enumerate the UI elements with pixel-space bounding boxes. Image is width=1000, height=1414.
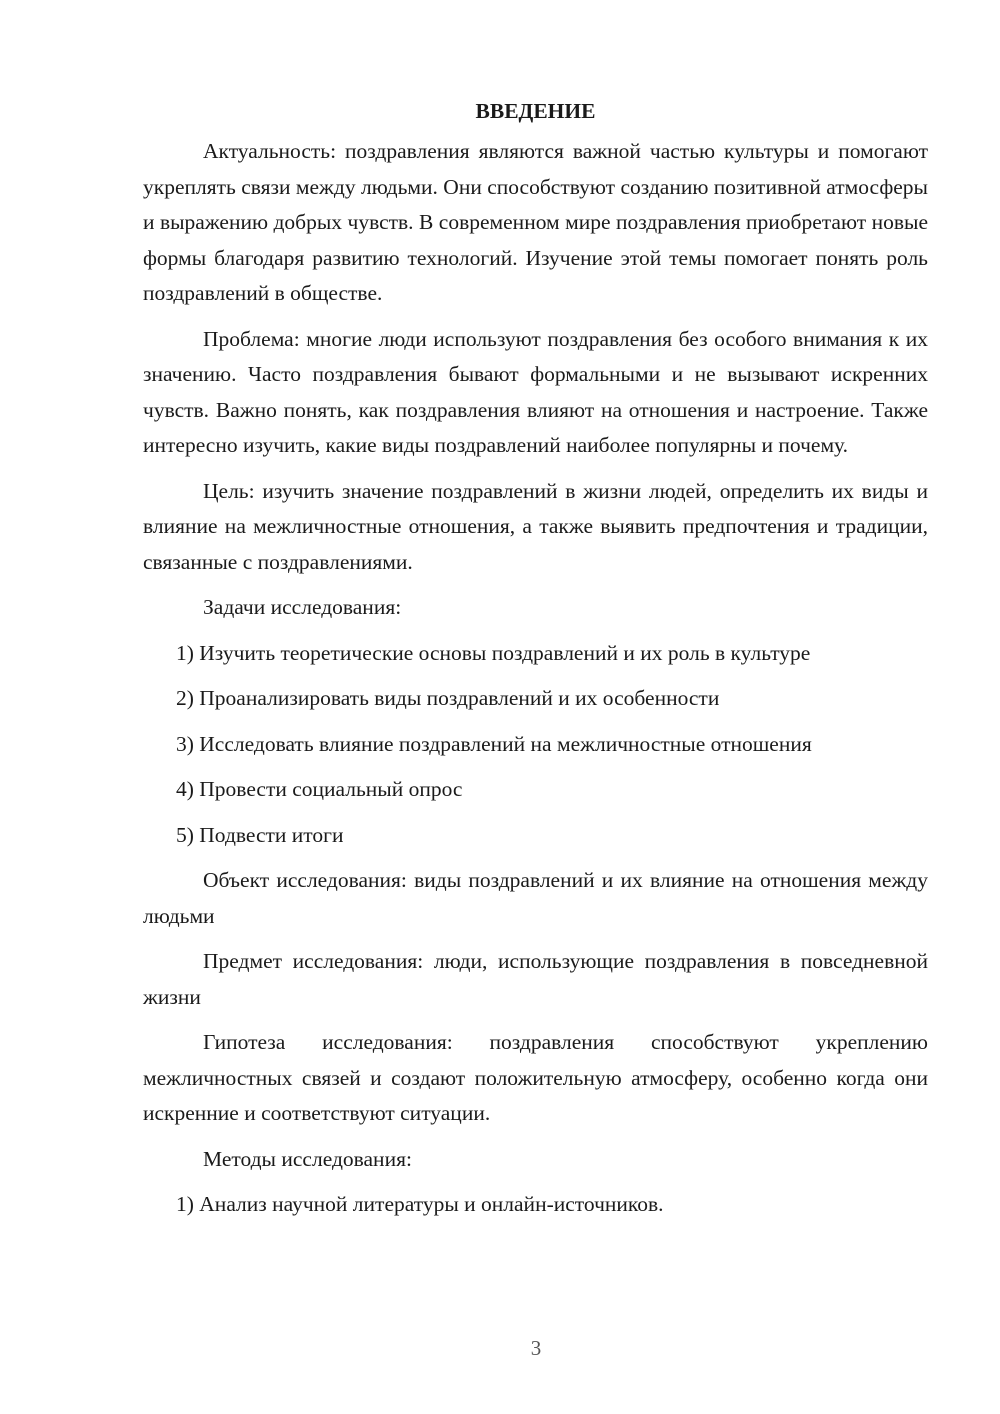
list-item: 1) Изучить теоретические основы поздравлений и их роль в культуре	[176, 640, 811, 665]
paragraph-goal: Цель: изучить значение поздравлений в жизни людей, определить их виды и влияние на межличностные отношения, а также выявить предпочтения и традиции, связанные с поздравлениями.	[143, 478, 928, 574]
tasks-heading: Задачи исследования:	[203, 595, 402, 619]
paragraph-subject: Предмет исследования: люди, использующие поздравления в повседневной жизни	[143, 949, 928, 1009]
paragraph-hypothesis: Гипотеза исследования: поздравления способствуют укреплению межличностных связей и создают положительную атмосферу, особенно когда они искренние и соответствуют ситуации.	[143, 1030, 928, 1125]
list-item: 2) Проанализировать виды поздравлений и их особенности	[176, 686, 720, 710]
paragraph-relevance: Актуальность: поздравления являются важной частью культуры и помогают укреплять связи между людьми. Они способствуют созданию позитивной атмосферы и выражению добрых чувств. В современном мире поздравления приобретают новые формы благодаря развитию технологий. Изучение этой темы помогает понять роль поздравлений в обществе.	[143, 139, 928, 305]
section-title: ВВЕДЕНИЕ	[475, 99, 596, 123]
paragraph-problem: Проблема: многие люди используют поздравления без особого внимания к их значению. Часто поздравления бывают формальными и не вызывают искренних чувств. Важно понять, как поздравления влияют на отношения и настроение. Также интересно изучить, какие виды поздравлений наиболее популярны и почему.	[143, 326, 928, 457]
list-item: 3) Исследовать влияние поздравлений на межличностные отношения	[176, 731, 812, 756]
methods-list	[143, 1187, 928, 1223]
methods-heading: Методы исследования:	[203, 1146, 412, 1171]
list-item: 5) Подвести итоги	[176, 822, 344, 847]
paragraph-object: Объект исследования: виды поздравлений и их влияние на отношения между людьми	[143, 868, 928, 928]
page-number: 3	[530, 1336, 542, 1360]
list-item: 1) Анализ научной литературы и онлайн-источников.	[176, 1192, 664, 1216]
list-item: 4) Провести социальный опрос	[176, 777, 463, 801]
document-page	[143, 96, 928, 1233]
tasks-list	[143, 636, 928, 854]
